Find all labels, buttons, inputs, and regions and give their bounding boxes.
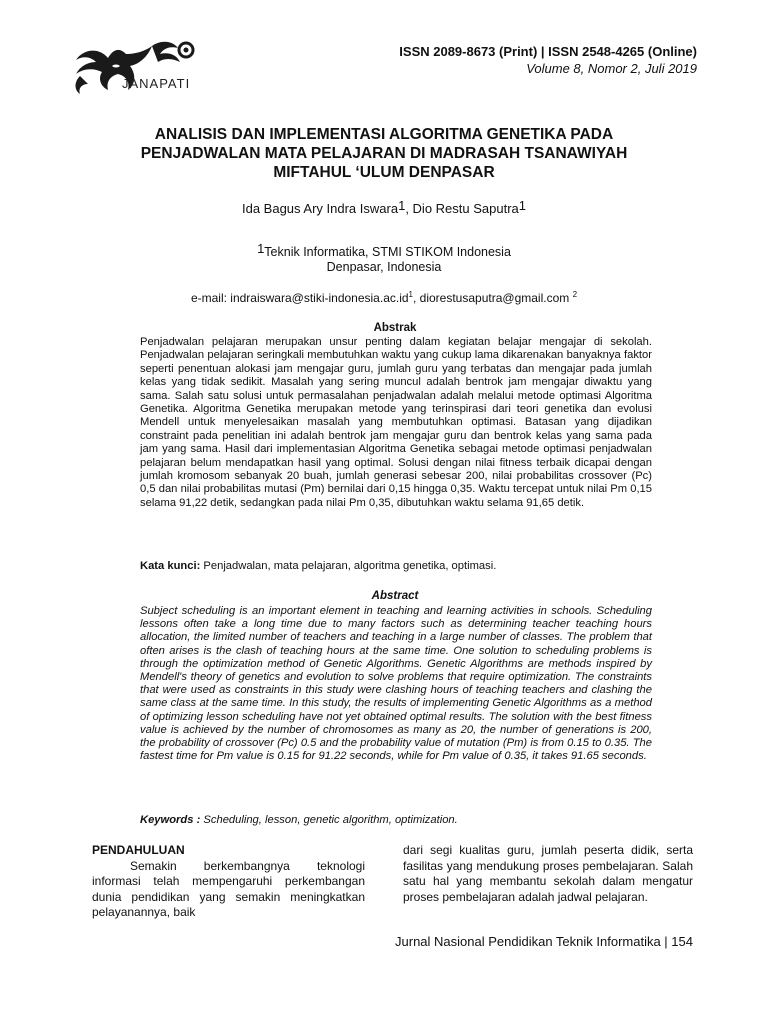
logo-text: JANAPATI [122, 76, 191, 91]
intro-paragraph: Semakin berkembangnya teknologi informasi telah mempengaruhi perkembangan dunia pendidikan yang semakin meningkatkan pelayanannya, baik [92, 858, 365, 919]
email-superscript: 1 [408, 290, 413, 299]
author-superscript: 1 [398, 198, 406, 213]
abstract-body: Subject scheduling is an important element in teaching and learning activities in schools. Scheduling lessons often take a long time due to many factors such as determining teacher teaching hours allocation, the limited number of teachers and teaching in a large number of classes. The problem that often arises is the clash of teaching hours at the same time. One solution to scheduling problems is through the optimization method of Genetic Algorithms. Genetic Algorithms are methods inspired by Mendell's theory of genetics and evolution to solve problems that require optimization. The constraints that were used as constraints in this study were clashing hours of teaching teachers and clashing the same class at the same time. In this study, the results of implementing Genetic Algorithms as a method of optimizing lesson scheduling have not yet obtained optimal results. The solution with the best fitness value is achieved by the number of chromosomes as many as 20, the number of generations is 200, the probability of crossover (Pc) 0.5 and the probability value of mutation (Pm) is from 0.15 to 0.35. The fastest time for Pm value is 0.15 for 91.22 seconds, while for Pm value of 0.35, it takes 91.65 seconds. [140, 605, 652, 763]
kata-kunci-label: Kata kunci: [140, 560, 201, 572]
email-superscript: 2 [572, 290, 578, 299]
kata-kunci [140, 560, 652, 572]
janapati-bird-icon [68, 36, 218, 104]
affiliation [90, 241, 678, 275]
page-footer: Jurnal Nasional Pendidikan Teknik Informatika | 154 [395, 934, 693, 949]
abstrak-heading: Abstrak [373, 322, 417, 334]
kata-kunci-text: Penjadwalan, mata pelajaran, algoritma genetika, optimasi. [200, 560, 497, 572]
email-text: e-mail: indraiswara@stiki-indonesia.ac.id [190, 291, 409, 305]
title-line: ANALISIS DAN IMPLEMENTASI ALGORITMA GENETIKA PADA [154, 126, 614, 143]
title-line: MIFTAHUL ‘ULUM DENPASAR [273, 164, 495, 181]
authors [90, 198, 678, 216]
affiliation-line: Teknik Informatika, STMI STIKOM Indonesia [264, 245, 511, 259]
volume-line: Volume 8, Nomor 2, Juli 2019 [526, 61, 697, 76]
keywords-text: Scheduling, lesson, genetic algorithm, optimization. [200, 814, 458, 826]
abstract-heading: Abstract [371, 590, 419, 602]
section-heading-pendahuluan: PENDAHULUAN [92, 843, 185, 857]
email-text: , diorestusaputra@gmail.com [413, 291, 573, 305]
intro-left-column [92, 843, 365, 921]
keywords [140, 814, 652, 826]
author-superscript: 1 [518, 198, 527, 213]
title-line: PENJADWALAN MATA PELAJARAN DI MADRASAH TSANAWIYAH [140, 145, 628, 162]
author-separator: , [405, 201, 413, 216]
author-name: Dio Restu Saputra [412, 201, 519, 216]
author-name: Ida Bagus Ary Indra Iswara [241, 201, 399, 216]
affiliation-superscript: 1 [257, 241, 265, 256]
email-line [90, 290, 678, 305]
abstrak-body: Penjadwalan pelajaran merupakan unsur penting dalam kegiatan belajar mengajar di sekolah. Penjadwalan pelajaran seringkali membutuhkan waktu yang cukup lama dikarenakan banyaknya faktor seperti penentuan alokasi jam mengajar guru, jumlah guru yang terbatas dan mengajar pada jumlah kelas yang tidak sedikit. Masalah yang sering muncul adalah bentrok jam mengajar diwaktu yang sama. Salah satu solusi untuk permasalahan penjadwalan adalah melalui metode optimasi Algoritma Genetika. Algoritma Genetika merupakan metode yang terinspirasi dari teori genetika dan evolusi Mendell untuk menyelesaikan masalah yang membutuhkan optimasi. Batasan yang dijadikan constraint pada penelitian ini adalah bentrok jam mengajar guru dan bentrok kelas yang sama pada jam yang sama. Hasil dari implementasian Algoritma Genetika sebagai metode optimasi penjadwalan pelajaran belum mendapatkan hasil yang optimal. Solusi dengan nilai fitness terbaik dicapai dengan jumlah kromosom sebanyak 20 buah, jumlah generasi sebesar 200, nilai probabilitas crossover (Pc) 0,5 dan nilai probabilitas mutasi (Pm) bernilai dari 0,15 hingga 0,35. Waktu tercepat untuk nilai Pm 0,15 selama 91,22 detik, sedangkan pada nilai Pm 0,35, dibutuhkan waktu selama 91,65 detik. [140, 336, 652, 509]
intro-paragraph: dari segi kualitas guru, jumlah peserta didik, serta fasilitas yang mendukung proses pembelajaran. Salah satu hal yang membantu sekolah dalam mengatur proses pembelajaran adalah jadwal pelajaran. [403, 843, 693, 904]
intro-right-column [403, 843, 693, 905]
paper-title [90, 125, 678, 182]
issn-line: ISSN 2089-8673 (Print) | ISSN 2548-4265 (Online) [399, 44, 697, 59]
keywords-label: Keywords : [140, 814, 201, 826]
journal-logo [68, 36, 218, 104]
affiliation-line: Denpasar, Indonesia [326, 260, 442, 274]
